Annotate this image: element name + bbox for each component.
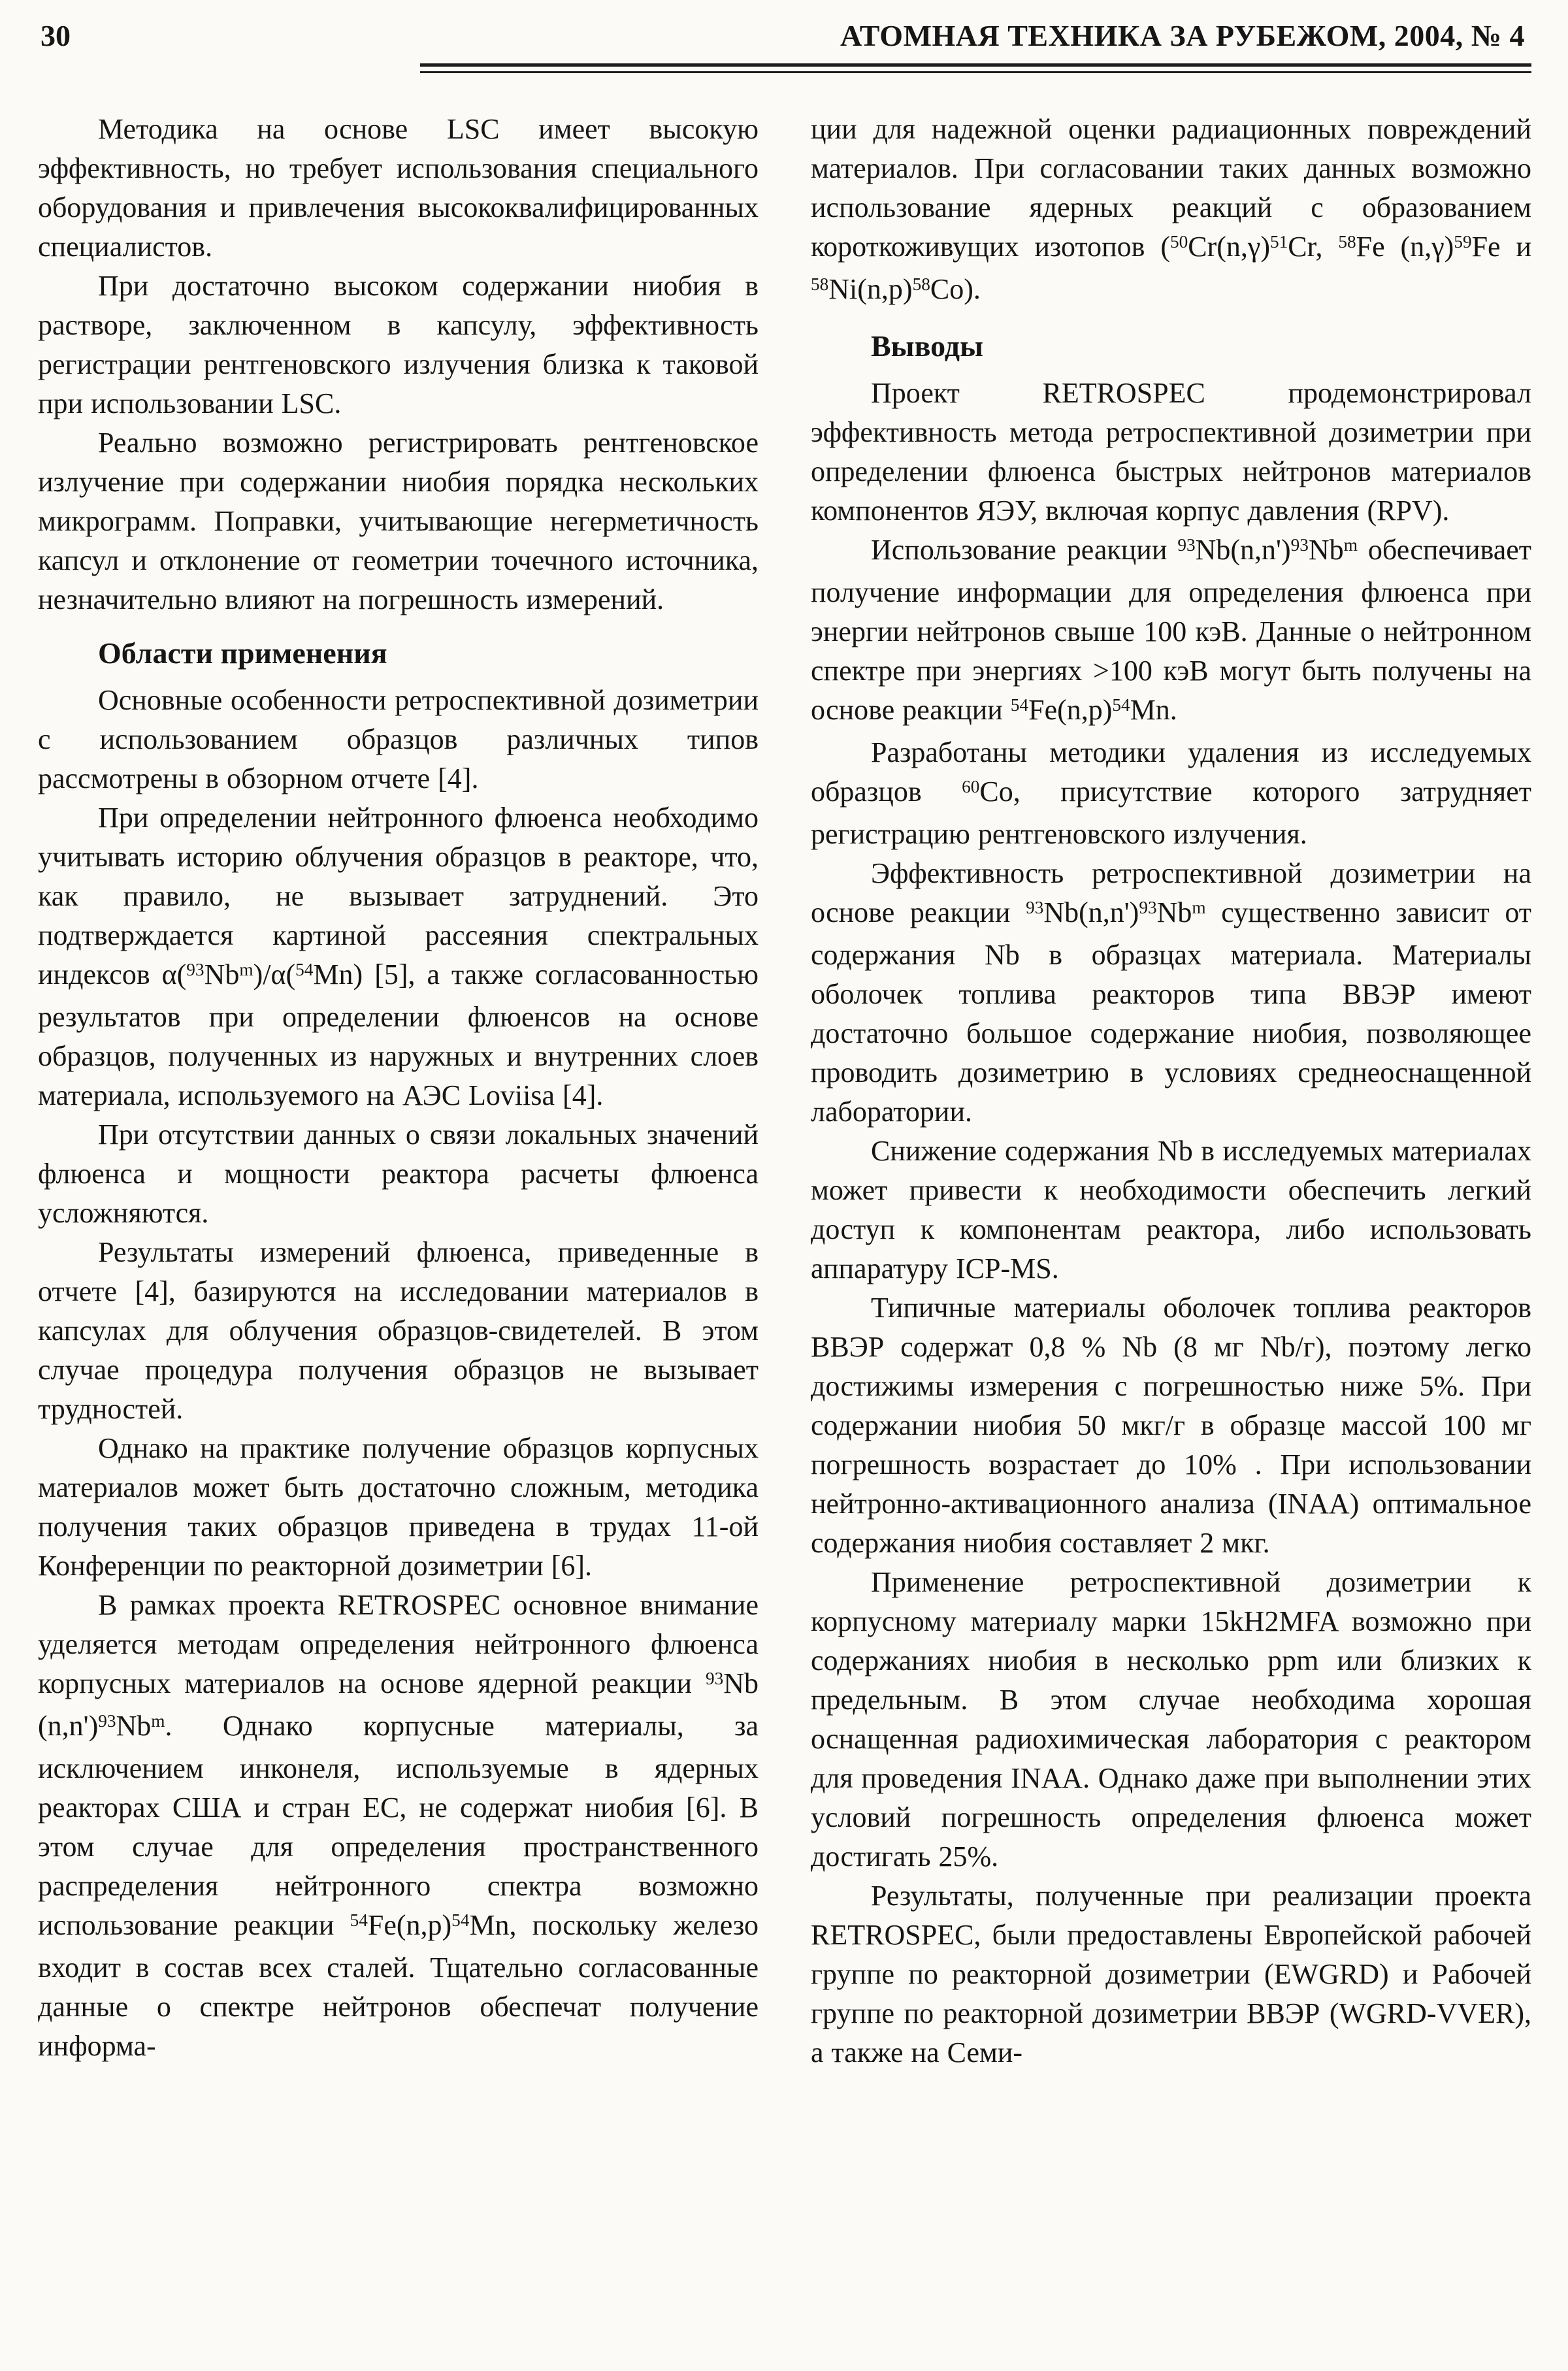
- paragraph: ции для надежной оценки радиационных повреждений материалов. При согласовании таких данных возможно использование ядерных реакций с образованием короткоживущих изотопов ($^{50}Cr(n,\gamma)^{51}Cr$, $^{58}$Fe $(n,\gamma)^{59}Fe$ и $^{58}Ni(n,p)^{58}Co$).: [811, 112, 1532, 305]
- page-header: [38, 20, 1531, 53]
- journal-title: АТОМНАЯ ТЕХНИКА ЗА РУБЕЖОМ, 2004, № 4: [840, 19, 1525, 52]
- header-rule: [420, 63, 1531, 73]
- left-column: [38, 110, 759, 2072]
- paragraph: Реально возможно регистрировать рентгеновское излучение при содержании ниобия порядка нескольких микрограмм. Поправки, учитывающие негерметичность капсул и отклонение от геометрии точечного источника, незначительно влияют на погрешность измерений.: [38, 426, 759, 615]
- paragraph: Методика на основе LSC имеет высокую эффективность, но требует использования специального оборудования и привлечения высококвалифицированных специалистов.: [38, 112, 759, 263]
- paragraph: Эффективность ретроспективной дозиметрии на основе реакции $^{93}Nb(n,n')^{93}Nb^m$ существенно зависит от содержания Nb в образцах материала. Материалы оболочек топлива реакторов типа ВВЭР имеют достаточно большое содержание ниобия, позволяющее проводить дозиметрию в условиях среднеоснащенной лаборатории.: [811, 857, 1531, 1128]
- paragraph: При отсутствии данных о связи локальных значений флюенса и мощности реактора расчеты флюенса усложняются.: [38, 1118, 759, 1229]
- paragraph: Проект RETROSPEC продемонстрировал эффективность метода ретроспективной дозиметрии при определении флюенса быстрых нейтронов материалов компонентов ЯЭУ, включая корпус давления (RPV).: [811, 376, 1531, 527]
- paragraph: Однако на практике получение образцов корпусных материалов может быть достаточно сложным, методика получения таких образцов приведена в трудах 11-ой Конференции по реакторной дозиметрии [6].: [38, 1431, 759, 1582]
- paragraph: При достаточно высоком содержании ниобия в растворе, заключенном в капсулу, эффективность регистрации рентгеновского излучения близка к таковой при использовании LSC.: [38, 269, 759, 419]
- paragraph: Типичные материалы оболочек топлива реакторов ВВЭР содержат 0,8 % Nb (8 мг Nb/г), поэтому легко достижимы измерения с погрешностью ниже 5%. При содержании ниобия 50 мкг/г в образце массой 100 мг погрешность возрастает до 10% . При использовании нейтронно-активационного анализа (INAA) оптимальное содержания ниобия составляет 2 мкг.: [811, 1291, 1531, 1559]
- paragraph: При определении нейтронного флюенса необходимо учитывать историю облучения образцов в реакторе, что, как правило, не вызывает затруднений. Это подтверждается картиной рассеяния спектральных индексов α($^{93}$Nb$^m$)/α($^{54}$Mn) [5], а также согласованностью результатов при определении флюенсов на основе образцов, полученных из наружных и внутренних слоев материала, используемого на АЭС Loviisa [4].: [38, 801, 759, 1111]
- article-body: [38, 110, 1531, 2072]
- page-number: 30: [41, 19, 71, 52]
- section-heading: Выводы: [871, 329, 983, 363]
- paragraph: Основные особенности ретроспективной дозиметрии с использованием образцов различных типов рассмотрены в обзорном отчете [4].: [38, 683, 759, 794]
- section-heading: Области применения: [98, 636, 387, 670]
- paragraph: Результаты, полученные при реализации проекта RETROSPEC, были предоставлены Европейской рабочей группе по реакторной дозиметрии (EWGRD) и Рабочей группе по реакторной дозиметрии ВВЭР (WGRD-VVER), а также на Семи-: [811, 1879, 1531, 2068]
- paragraph: В рамках проекта RETROSPEC основное внимание уделяется методам определения нейтронного флюенса корпусных материалов на основе ядерной реакции $^{93}$Nb $(n,n')^{93}Nb^m$. Однако корпусные материалы, за исключением инконеля, используемые в ядерных реакторах США и стран ЕС, не содержат ниобия [6]. В этом случае для определения пространственного распределения нейтронного спектра возможно использование реакции $^{54}Fe(n,p)^{54}Mn$, поскольку железо входит в состав всех сталей. Тщательно согласованные данные о спектре нейтронов обеспечат получение информа-: [38, 1588, 759, 2062]
- paragraph: Применение ретроспективной дозиметрии к корпусному материалу марки 15kH2MFA возможно при содержаниях ниобия в несколько ppm или близких к предельным. В этом случае необходима хорошая оснащенная радиохимическая лаборатория с реактором для проведения INAA. Однако даже при выполнении этих условий погрешность определения флюенса может достигать 25%.: [811, 1565, 1531, 1872]
- paragraph: Результаты измерений флюенса, приведенные в отчете [4], базируются на исследовании материалов в капсулах для облучения образцов-свидетелей. В этом случае процедура получения образцов не вызывает трудностей.: [38, 1235, 759, 1425]
- paragraph: Использование реакции $^{93}Nb(n,n')^{93}Nb^m$ обеспечивает получение информации для определения флюенса при энергии нейтронов свыше 100 кэВ. Данные о нейтронном спектре при энергиях >100 кэВ могут быть получены на основе реакции $^{54}Fe(n,p)^{54}Mn$.: [811, 533, 1531, 726]
- right-column: [811, 110, 1531, 2072]
- paragraph: Разработаны методики удаления из исследуемых образцов $^{60}$Co, присутствие которого затрудняет регистрацию рентгеновского излучения.: [811, 736, 1531, 850]
- paragraph: Снижение содержания Nb в исследуемых материалах может привести к необходимости обеспечить легкий доступ к компонентам реактора, либо использовать аппаратуру ICP-MS.: [811, 1134, 1531, 1284]
